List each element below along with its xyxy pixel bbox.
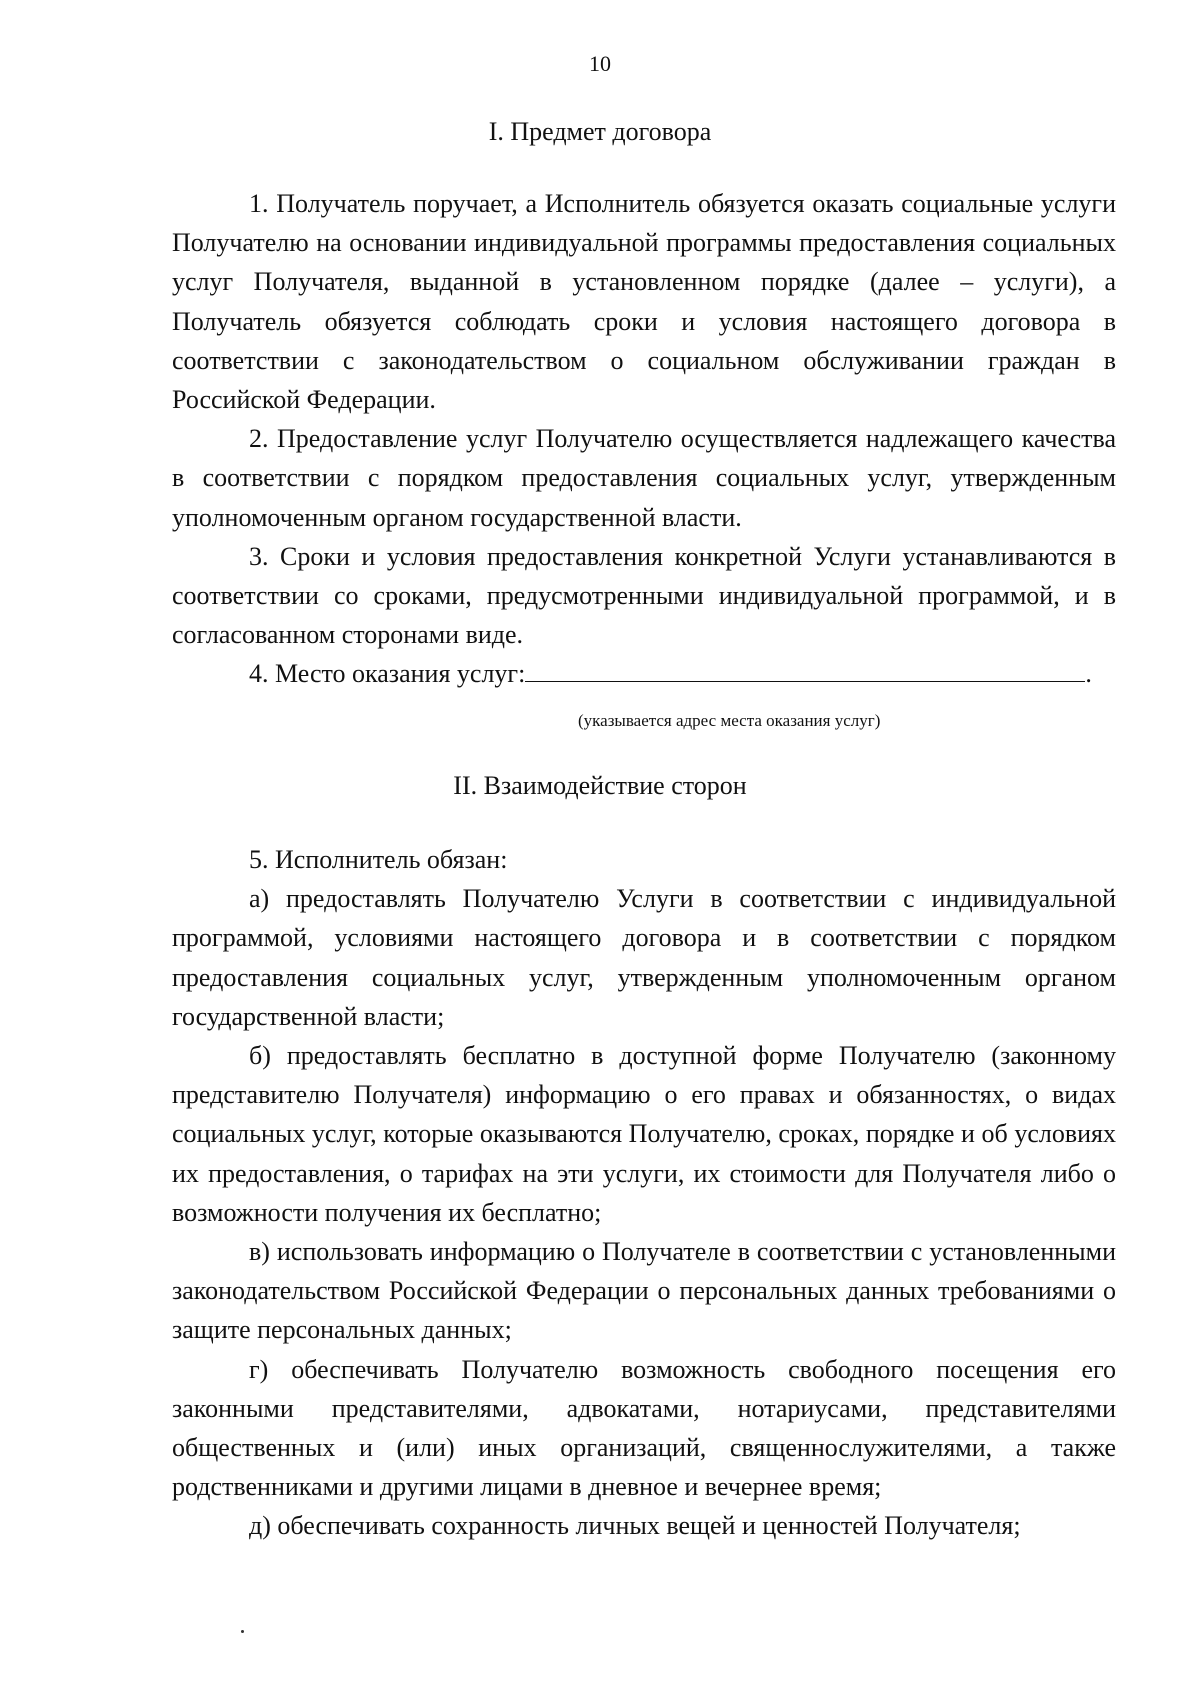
clause-5-v: в) использовать информацию о Получателе в соответствии с установленными законодательством Российской Федерации о персональных данных требованиями о защите персональных данных; [172,1237,1116,1345]
place-caption: (указывается адрес места оказания услуг) [578,711,881,730]
place-blank-line [525,655,1085,682]
clause-1: 1. Получатель поручает, а Исполнитель обязуется оказать социальные услуги Получателю на основании индивидуальной программы предоставления социальных услуг Получателя, выданной в установленном порядке (далее – услуги), а Получатель обязуется соблюдать сроки и условия настоящего договора в соответствии с законодательством о социальном обслуживании граждан в Российской Федерации. [172,189,1116,415]
place-end: . [1085,659,1092,689]
scan-dot [241,1630,244,1633]
clause-2: 2. Предоставление услуг Получателю осуществляется надлежащего качества в соответствии с порядком предоставления социальных услуг, утвержденным уполномоченным органом государственной власти. [172,424,1116,532]
clause-5: 5. Исполнитель обязан: [249,845,508,874]
clause-5-g: г) обеспечивать Получателю возможность свободного посещения его законными представителями, адвокатами, нотариусами, представителями общественных и (или) иных организаций, священнослужителями, а также родственниками и другими лицами в дневное и вечернее время; [172,1354,1116,1502]
place-label: 4. Место оказания услуг: [249,659,526,689]
clause-5-a: а) предоставлять Получателю Услуги в соответствии с индивидуальной программой, условиями настоящего договора и в соответствии с порядком предоставления социальных услуг, утвержденным уполномоченным органом государственной власти; [172,884,1116,1031]
clause-4-place [172,654,1116,693]
section-1-body [172,184,1116,694]
page-number: 10 [589,51,611,76]
clause-5-d: д) обеспечивать сохранность личных вещей и ценностей Получателя; [249,1511,1021,1541]
clause-3: 3. Сроки и условия предоставления конкретной Услуги устанавливаются в соответствии со сроками, предусмотренными индивидуальной программой, и в согласованном сторонами виде. [172,541,1116,650]
clause-5-b: б) предоставлять бесплатно в доступной форме Получателю (законному представителю Получателя) информацию о его правах и обязанностях, о видах социальных услуг, которые оказываются Получателю, сроках, порядке и об условиях их предоставления, о тарифах на эти услуги, их стоимости для Получателя либо о возможности получения их бесплатно; [172,1041,1116,1227]
section-1-heading: I. Предмет договора [488,117,712,146]
section-2-body [172,840,1116,1546]
section-2-heading: II. Взаимодействие сторон [453,771,747,800]
